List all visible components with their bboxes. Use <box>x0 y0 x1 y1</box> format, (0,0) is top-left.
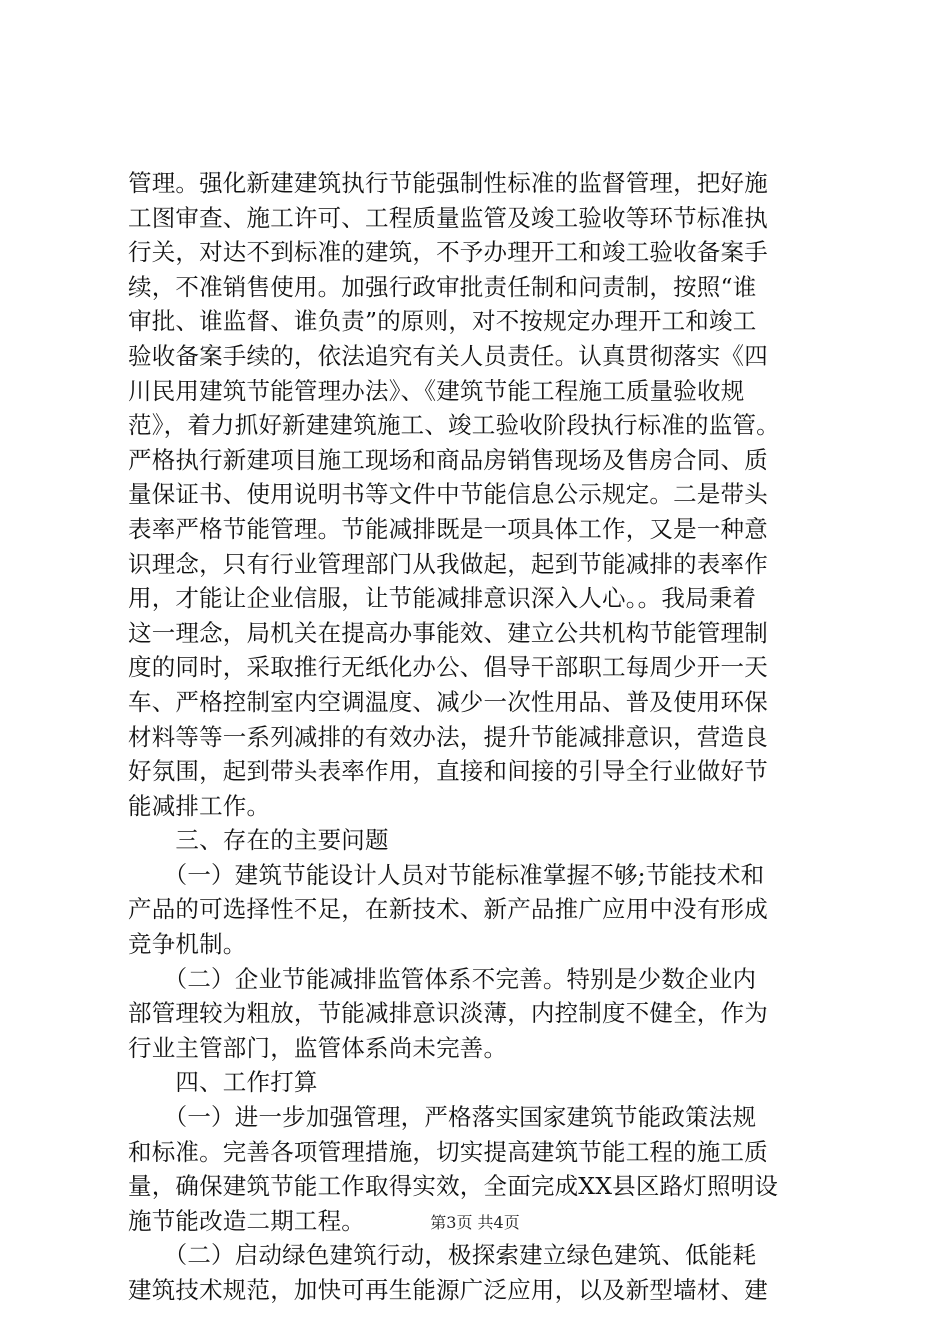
text-line: 验收备案手续的，依法追究有关人员责任。认真贯彻落实《四 <box>128 341 768 370</box>
text-line: 行关，对达不到标准的建筑，不予办理开工和竣工验收备案手 <box>128 238 768 267</box>
section-heading: 四、工作打算 <box>128 1068 318 1097</box>
text-line: 量，确保建筑节能工作取得实效，全面完成XX县区路灯照明设 <box>128 1172 779 1201</box>
page-number-footer: 第3页 共4页 <box>430 1213 520 1232</box>
text-line: 材料等等一系列减排的有效办法，提升节能减排意识，营造良 <box>128 722 768 751</box>
text-line: 能减排工作。 <box>128 791 271 820</box>
text-line: 工图审查、施工许可、工程质量监管及竣工验收等环节标准执 <box>128 203 768 232</box>
section-heading: 三、存在的主要问题 <box>128 826 389 855</box>
text-line: （一）进一步加强管理，严格落实国家建筑节能政策法规 <box>128 1103 757 1132</box>
text-line: 和标准。完善各项管理措施，切实提高建筑节能工程的施工质 <box>128 1137 768 1166</box>
text-line: 审批、谁监督、谁负责”的原则，对不按规定办理开工和竣工 <box>128 307 757 336</box>
text-line: 产品的可选择性不足，在新技术、新产品推广应用中没有形成 <box>128 895 768 924</box>
text-line: 车、严格控制室内空调温度、减少一次性用品、普及使用环保 <box>128 687 768 716</box>
text-line: 好氛围，起到带头表率作用，直接和间接的引导全行业做好节 <box>128 757 768 786</box>
text-line: 行业主管部门，监管体系尚未完善。 <box>128 1033 508 1062</box>
text-line: （二）企业节能减排监管体系不完善。特别是少数企业内 <box>128 964 757 993</box>
text-line: 度的同时，采取推行无纸化办公、倡导干部职工每周少开一天 <box>128 653 768 682</box>
text-line: （一）建筑节能设计人员对节能标准掌握不够;节能技术和 <box>128 860 765 889</box>
text-line: （二）启动绿色建筑行动，极探索建立绿色建筑、低能耗 <box>128 1241 757 1270</box>
text-line: 管理。强化新建建筑执行节能强制性标准的监督管理，把好施 <box>128 169 768 197</box>
text-line: 施节能改造二期工程。 <box>128 1206 365 1235</box>
text-line: 表率严格节能管理。节能减排既是一项具体工作，又是一种意 <box>128 514 768 543</box>
text-line: 竞争机制。 <box>128 930 247 959</box>
text-line: 建筑技术规范，加快可再生能源广泛应用，以及新型墙材、建 <box>128 1276 768 1304</box>
text-line: 部管理较为粗放，节能减排意识淡薄，内控制度不健全，作为 <box>128 999 768 1028</box>
text-line: 这一理念，局机关在提高办事能效、建立公共机构节能管理制 <box>128 618 768 647</box>
text-line: 范》，着力抓好新建建筑施工、竣工验收阶段执行标准的监管。 <box>128 411 780 440</box>
text-line: 量保证书、使用说明书等文件中节能信息公示规定。二是带头 <box>128 480 768 509</box>
text-line: 续，不准销售使用。加强行政审批责任制和问责制，按照“谁 <box>128 272 757 301</box>
text-line: 用，才能让企业信服，让节能减排意识深入人心。。我局秉着 <box>128 584 757 613</box>
document-body <box>128 166 830 1308</box>
text-line: 严格执行新建项目施工现场和商品房销售现场及售房合同、质 <box>128 445 768 474</box>
text-line: 川民用建筑节能管理办法》、《建筑节能工程施工质量验收规 <box>128 376 745 405</box>
text-line: 识理念，只有行业管理部门从我做起，起到节能减排的表率作 <box>128 549 768 578</box>
